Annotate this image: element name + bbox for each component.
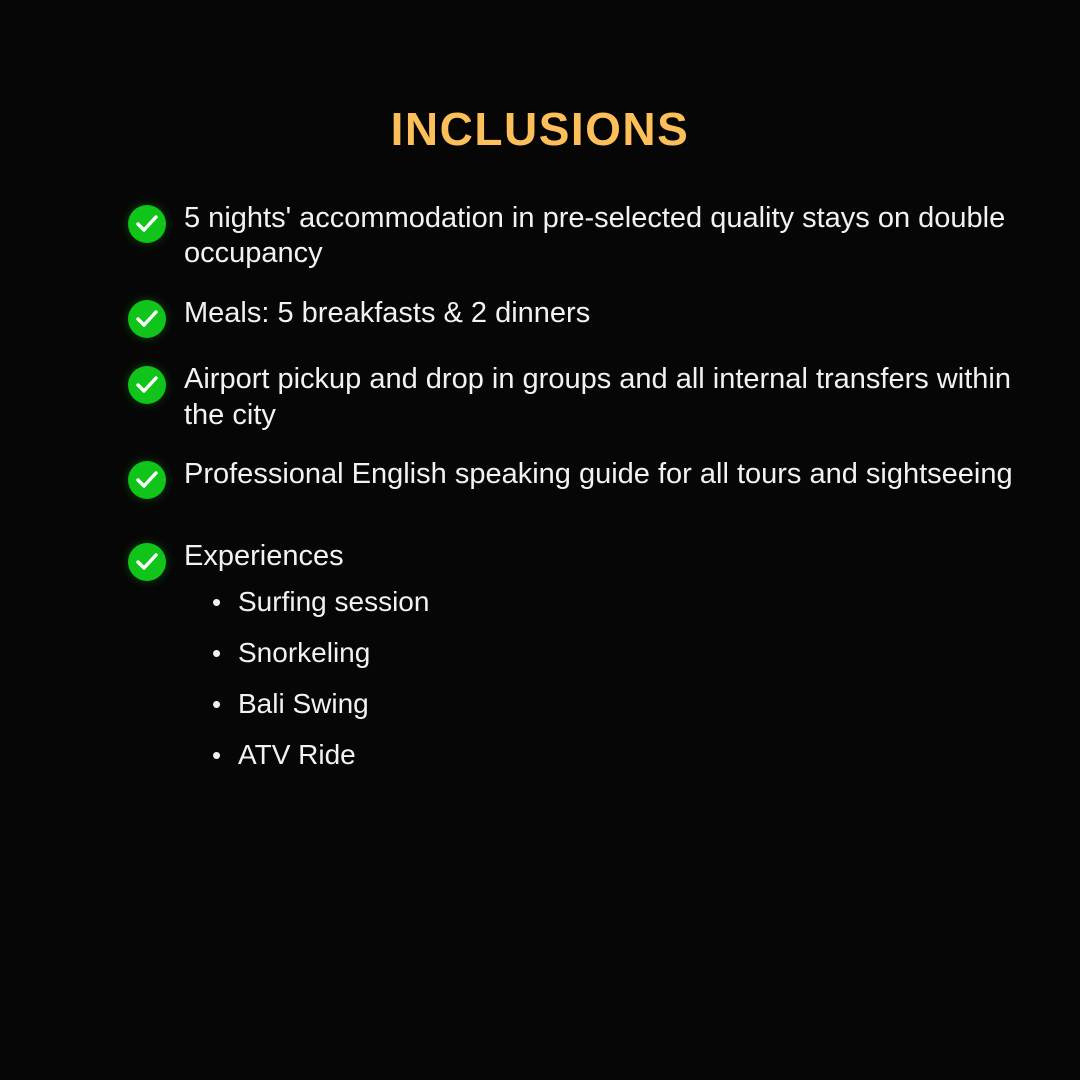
check-circle-icon (128, 366, 166, 404)
list-item (128, 296, 1020, 338)
inclusions-list (0, 201, 1080, 582)
bullet-icon: • (212, 587, 222, 618)
list-item-label: Experiences (184, 540, 344, 573)
list-item (128, 201, 1020, 272)
check-circle-icon (128, 205, 166, 243)
list-item (212, 740, 1080, 771)
bullet-icon: • (212, 688, 222, 719)
list-item-label: Airport pickup and drop in groups and all internal transfers within the city (184, 362, 1011, 431)
bullet-icon: • (212, 739, 222, 770)
list-item-label: Meals: 5 breakfasts & 2 dinners (184, 296, 591, 329)
check-circle-icon (128, 300, 166, 338)
list-item-label: Snorkeling (238, 637, 371, 669)
check-circle-icon (128, 543, 166, 581)
list-item (128, 362, 1020, 433)
page-title: INCLUSIONS (390, 103, 690, 155)
list-item-label: Surfing session (238, 586, 430, 618)
list-item (212, 587, 1080, 618)
list-item (212, 638, 1080, 669)
list-item-label: Professional English speaking guide for all tours and sightseeing (184, 458, 1013, 491)
list-item (212, 689, 1080, 720)
experiences-sublist (0, 587, 1080, 770)
list-item-label: 5 nights' accommodation in pre-selected quality stays on double occupancy (184, 201, 1006, 270)
list-item-label: ATV Ride (238, 738, 356, 770)
check-circle-icon (128, 461, 166, 499)
list-item-label: Bali Swing (238, 687, 369, 719)
list-item (128, 457, 1020, 499)
bullet-icon: • (212, 638, 222, 669)
list-item (128, 539, 1020, 581)
